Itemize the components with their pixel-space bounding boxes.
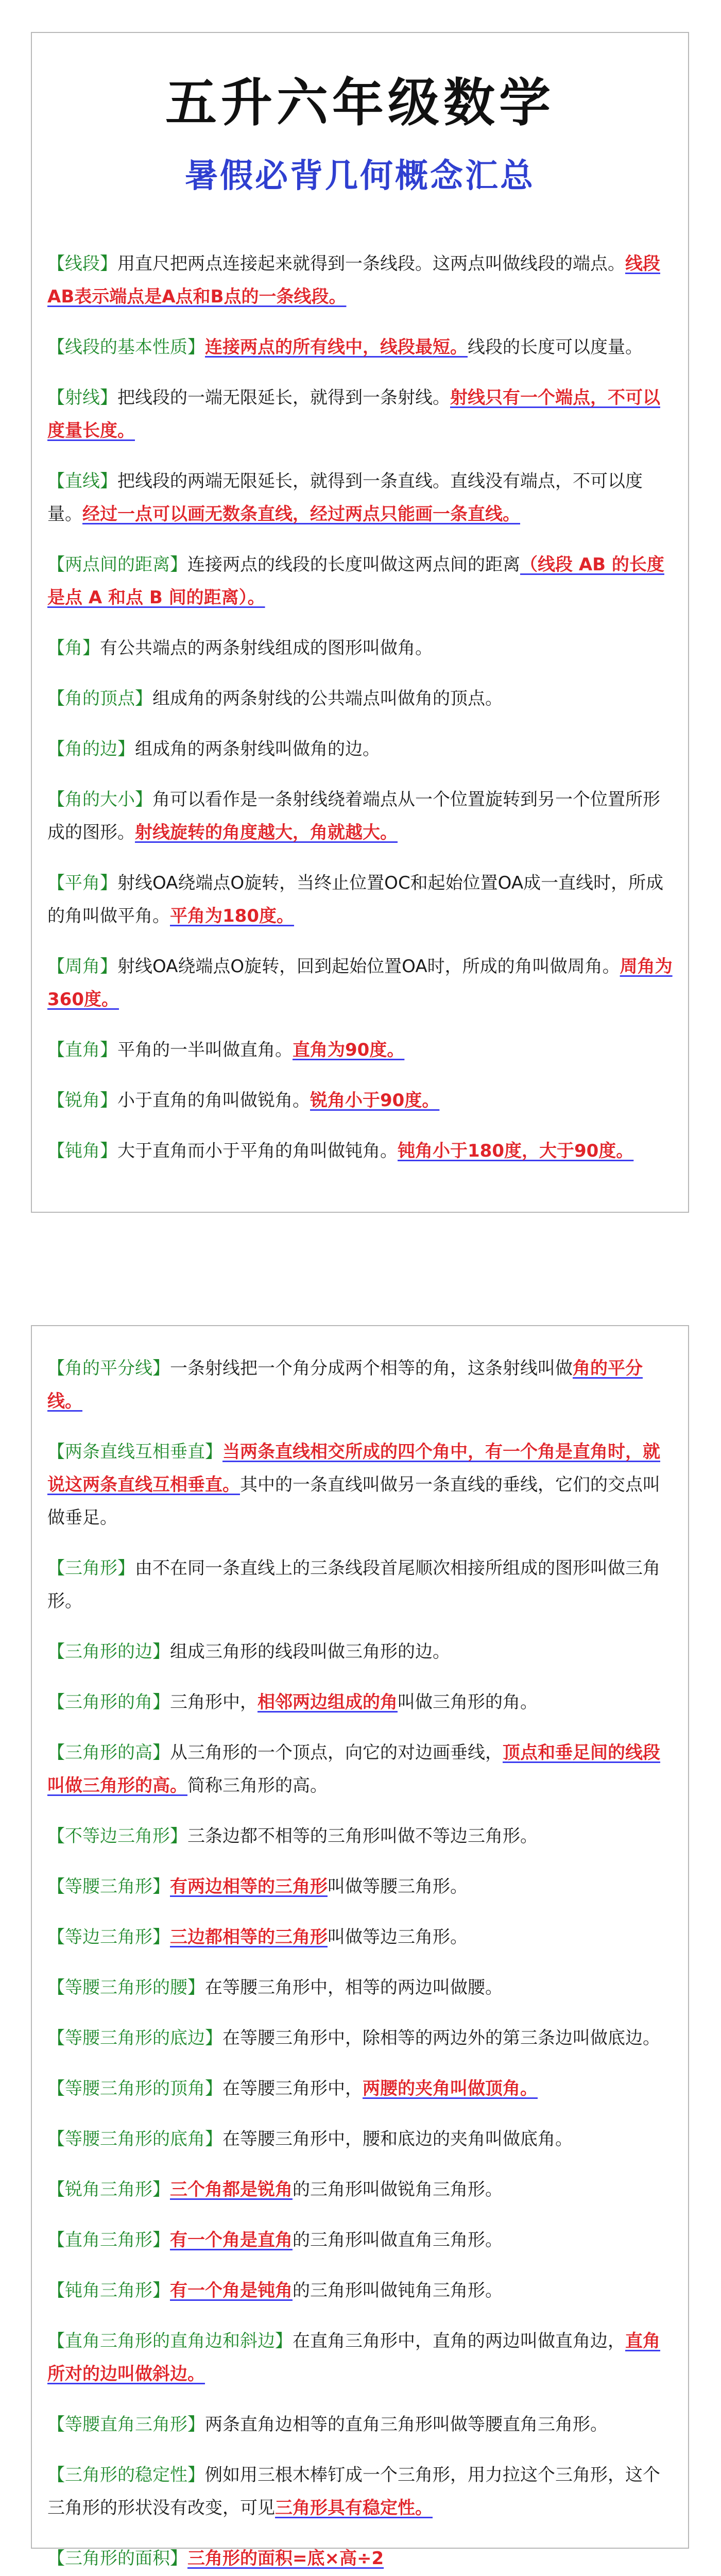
concept-entry — [47, 331, 673, 364]
concept-description: 的三角形叫做钝角三角形。 — [293, 2280, 503, 2301]
concept-entry — [47, 2022, 673, 2055]
concept-term: 【直线】 — [47, 471, 117, 492]
concept-description: 组成三角形的线段叫做三角形的边。 — [170, 1641, 450, 1662]
concept-entry — [47, 1870, 673, 1903]
concept-card-2 — [31, 1325, 689, 2569]
concept-entry — [47, 465, 673, 531]
concept-term: 【三角形的角】 — [47, 1692, 170, 1713]
concept-entry — [47, 1033, 673, 1066]
concept-entry — [47, 867, 673, 933]
concept-description: 组成角的两条射线叫做角的边。 — [135, 739, 380, 759]
concept-term: 【角的顶点】 — [47, 688, 152, 709]
concept-description: 在直角三角形中，直角的两边叫做直角边， — [293, 2331, 625, 2351]
concept-entry — [47, 2459, 673, 2524]
concept-description: 简称三角形的高。 — [187, 1775, 328, 1796]
concept-highlight: 经过一点可以画无数条直线，经过两点只能画一条直线。 — [82, 504, 520, 524]
concept-term: 【角的边】 — [47, 739, 135, 759]
concept-term: 【等腰三角形的顶角】 — [47, 2078, 222, 2099]
concept-description: 大于直角而小于平角的角叫做钝角。 — [117, 1141, 398, 1161]
concept-entry — [47, 2408, 673, 2441]
concept-highlight: 当两条直线相交所成的四个角中，有一个角是直角时，就说这两条直线互相垂直。 — [47, 1442, 660, 1495]
concept-term: 【角】 — [47, 638, 100, 658]
concept-highlight: 三角形具有稳定性。 — [275, 2498, 433, 2518]
concept-highlight: 两腰的夹角叫做顶角。 — [363, 2078, 538, 2099]
concept-entry — [47, 381, 673, 447]
concept-description: 在等腰三角形中，除相等的两边外的第三条边叫做底边。 — [222, 2028, 660, 2048]
concept-description: 叫做等腰三角形。 — [328, 1876, 468, 1897]
concept-term: 【线段的基本性质】 — [47, 337, 205, 358]
concept-description: 例如用三根木棒钉成一个三角形，用力拉这个三角形，这个三角形的形状没有改变，可见 — [47, 2465, 660, 2518]
concept-entry — [47, 2325, 673, 2391]
concept-term: 【两点间的距离】 — [47, 554, 187, 575]
concept-term: 【锐角三角形】 — [47, 2179, 170, 2200]
concept-entry — [47, 1820, 673, 1853]
concept-entry — [47, 2072, 673, 2105]
concept-term: 【平角】 — [47, 873, 117, 893]
concept-term: 【两条直线互相垂直】 — [47, 1442, 222, 1462]
concept-highlight: 锐角小于90度。 — [310, 1090, 440, 1111]
concept-highlight: 钝角小于180度，大于90度。 — [398, 1141, 634, 1161]
concept-term: 【三角形的面积】 — [47, 2548, 187, 2569]
concept-entry — [47, 2173, 673, 2206]
concept-term: 【等边三角形】 — [47, 1927, 170, 1947]
concept-entry — [47, 1686, 673, 1719]
concept-entry — [47, 1971, 673, 2004]
concept-term: 【三角形的高】 — [47, 1742, 170, 1763]
concept-description: 用直尺把两点连接起来就得到一条线段。这两点叫做线段的端点。 — [117, 253, 625, 274]
concept-description: 其中的一条直线叫做另一条直线的垂线，它们的交点叫做垂足。 — [47, 1475, 660, 1528]
concept-description: 由不在同一条直线上的三条线段首尾顺次相接所组成的图形叫做三角形。 — [47, 1558, 660, 1612]
concept-description: 的三角形叫做直角三角形。 — [293, 2230, 503, 2250]
concept-description: 两条直角边相等的直角三角形叫做等腰直角三角形。 — [205, 2414, 608, 2435]
concept-term: 【三角形的边】 — [47, 1641, 170, 1662]
concept-highlight: （线段 AB 的长度是点 A 和点 B 间的距离）。 — [47, 554, 664, 608]
concept-term: 【等腰三角形的腰】 — [47, 1977, 205, 1998]
concept-description: 三角形中， — [170, 1692, 258, 1713]
concept-description: 的三角形叫做锐角三角形。 — [293, 2179, 503, 2200]
concept-highlight: 顶点和垂足间的线段叫做三角形的高。 — [47, 1742, 660, 1796]
concept-highlight: 有一个角是直角 — [170, 2230, 293, 2250]
concept-term: 【射线】 — [47, 387, 117, 408]
concept-term: 【线段】 — [47, 253, 117, 274]
concept-term: 【直角三角形的直角边和斜边】 — [47, 2331, 293, 2351]
entry-list-2 — [47, 1352, 673, 2575]
concept-entry — [47, 1352, 673, 1418]
concept-card-1 — [31, 32, 689, 1213]
concept-entry — [47, 2123, 673, 2156]
concept-term: 【等腰直角三角形】 — [47, 2414, 205, 2435]
concept-highlight: 三边都相等的三角形 — [170, 1927, 328, 1947]
concept-term: 【不等边三角形】 — [47, 1826, 187, 1846]
concept-description: 小于直角的角叫做锐角。 — [117, 1090, 310, 1111]
concept-highlight: 周角为360度。 — [47, 956, 673, 1010]
concept-entry — [47, 2224, 673, 2257]
concept-term: 【钝角三角形】 — [47, 2280, 170, 2301]
concept-entry — [47, 1552, 673, 1618]
concept-highlight: 直角为90度。 — [293, 1040, 405, 1060]
concept-entry — [47, 950, 673, 1016]
concept-description: 有公共端点的两条射线组成的图形叫做角。 — [100, 638, 433, 658]
page-title: 五升六年级数学 — [165, 72, 555, 133]
concept-entry — [47, 548, 673, 614]
concept-description: 连接两点的线段的长度叫做这两点间的距离 — [187, 554, 520, 575]
concept-entry — [47, 1635, 673, 1668]
concept-term: 【等腰三角形的底边】 — [47, 2028, 222, 2048]
concept-highlight: 射线旋转的角度越大，角就越大。 — [135, 822, 398, 843]
concept-entry — [47, 733, 673, 766]
concept-term: 【等腰三角形】 — [47, 1876, 170, 1897]
concept-term: 【角的大小】 — [47, 789, 152, 810]
concept-highlight: 射线只有一个端点，不可以度量长度。 — [47, 387, 660, 441]
concept-description: 叫做三角形的角。 — [398, 1692, 538, 1713]
concept-term: 【三角形的稳定性】 — [47, 2465, 205, 2485]
concept-entry — [47, 1736, 673, 1802]
concept-term: 【钝角】 — [47, 1141, 117, 1161]
concept-highlight: 有两边相等的三角形 — [170, 1876, 328, 1897]
concept-term: 【三角形】 — [47, 1558, 135, 1579]
concept-description: 一条射线把一个角分成两个相等的角，这条射线叫做 — [170, 1358, 573, 1379]
concept-description: 平角的一半叫做直角。 — [117, 1040, 293, 1060]
concept-description: 从三角形的一个顶点，向它的对边画垂线， — [170, 1742, 503, 1763]
concept-entry — [47, 1921, 673, 1954]
concept-description: 在等腰三角形中，相等的两边叫做腰。 — [205, 1977, 503, 1998]
concept-term: 【直角】 — [47, 1040, 117, 1060]
concept-description: 把线段的一端无限延长，就得到一条射线。 — [117, 387, 450, 408]
concept-highlight: 相邻两边组成的角 — [258, 1692, 398, 1713]
concept-description: 角可以看作是一条射线绕着端点从一个位置旋转到另一个位置所形成的图形。 — [47, 789, 660, 843]
concept-highlight: 平角为180度。 — [170, 906, 294, 926]
entry-list-1 — [47, 247, 673, 1167]
concept-entry — [47, 2274, 673, 2307]
concept-entry — [47, 1134, 673, 1167]
concept-description: 射线OA绕端点O旋转，回到起始位置OA时，所成的角叫做周角。 — [117, 956, 620, 977]
concept-description: 把线段的两端无限延长，就得到一条直线。直线没有端点，不可以度量。 — [47, 471, 643, 524]
concept-highlight: 三个角都是锐角 — [170, 2179, 293, 2200]
concept-description: 线段的长度可以度量。 — [468, 337, 643, 358]
concept-description: 组成角的两条射线的公共端点叫做角的顶点。 — [152, 688, 503, 709]
concept-highlight: 角的平分线。 — [47, 1358, 643, 1412]
page-subtitle: 暑假必背几何概念汇总 — [185, 157, 535, 195]
concept-term: 【等腰三角形的底角】 — [47, 2129, 222, 2149]
concept-entry — [47, 1084, 673, 1117]
concept-highlight: 有一个角是钝角 — [170, 2280, 293, 2301]
concept-description: 叫做等边三角形。 — [328, 1927, 468, 1947]
concept-entry — [47, 682, 673, 715]
concept-highlight: 线段AB表示端点是A点和B点的一条线段。 — [47, 253, 660, 307]
concept-entry — [47, 783, 673, 849]
concept-entry — [47, 247, 673, 313]
concept-term: 【直角三角形】 — [47, 2230, 170, 2250]
concept-description: 射线OA绕端点O旋转，当终止位置OC和起始位置OA成一直线时，所成的角叫做平角。 — [47, 873, 664, 926]
concept-description: 在等腰三角形中，腰和底边的夹角叫做底角。 — [222, 2129, 573, 2149]
concept-term: 【角的平分线】 — [47, 1358, 170, 1379]
concept-highlight: 直角所对的边叫做斜边。 — [47, 2331, 660, 2384]
concept-highlight: 三角形的面积=底×高÷2 — [187, 2548, 384, 2569]
concept-term: 【锐角】 — [47, 1090, 117, 1111]
concept-description: 三条边都不相等的三角形叫做不等边三角形。 — [187, 1826, 538, 1846]
concept-entry — [47, 2542, 673, 2575]
concept-entry — [47, 1435, 673, 1534]
concept-term: 【周角】 — [47, 956, 117, 977]
concept-highlight: 连接两点的所有线中，线段最短。 — [205, 337, 468, 358]
concept-description: 在等腰三角形中， — [222, 2078, 363, 2099]
concept-entry — [47, 632, 673, 665]
